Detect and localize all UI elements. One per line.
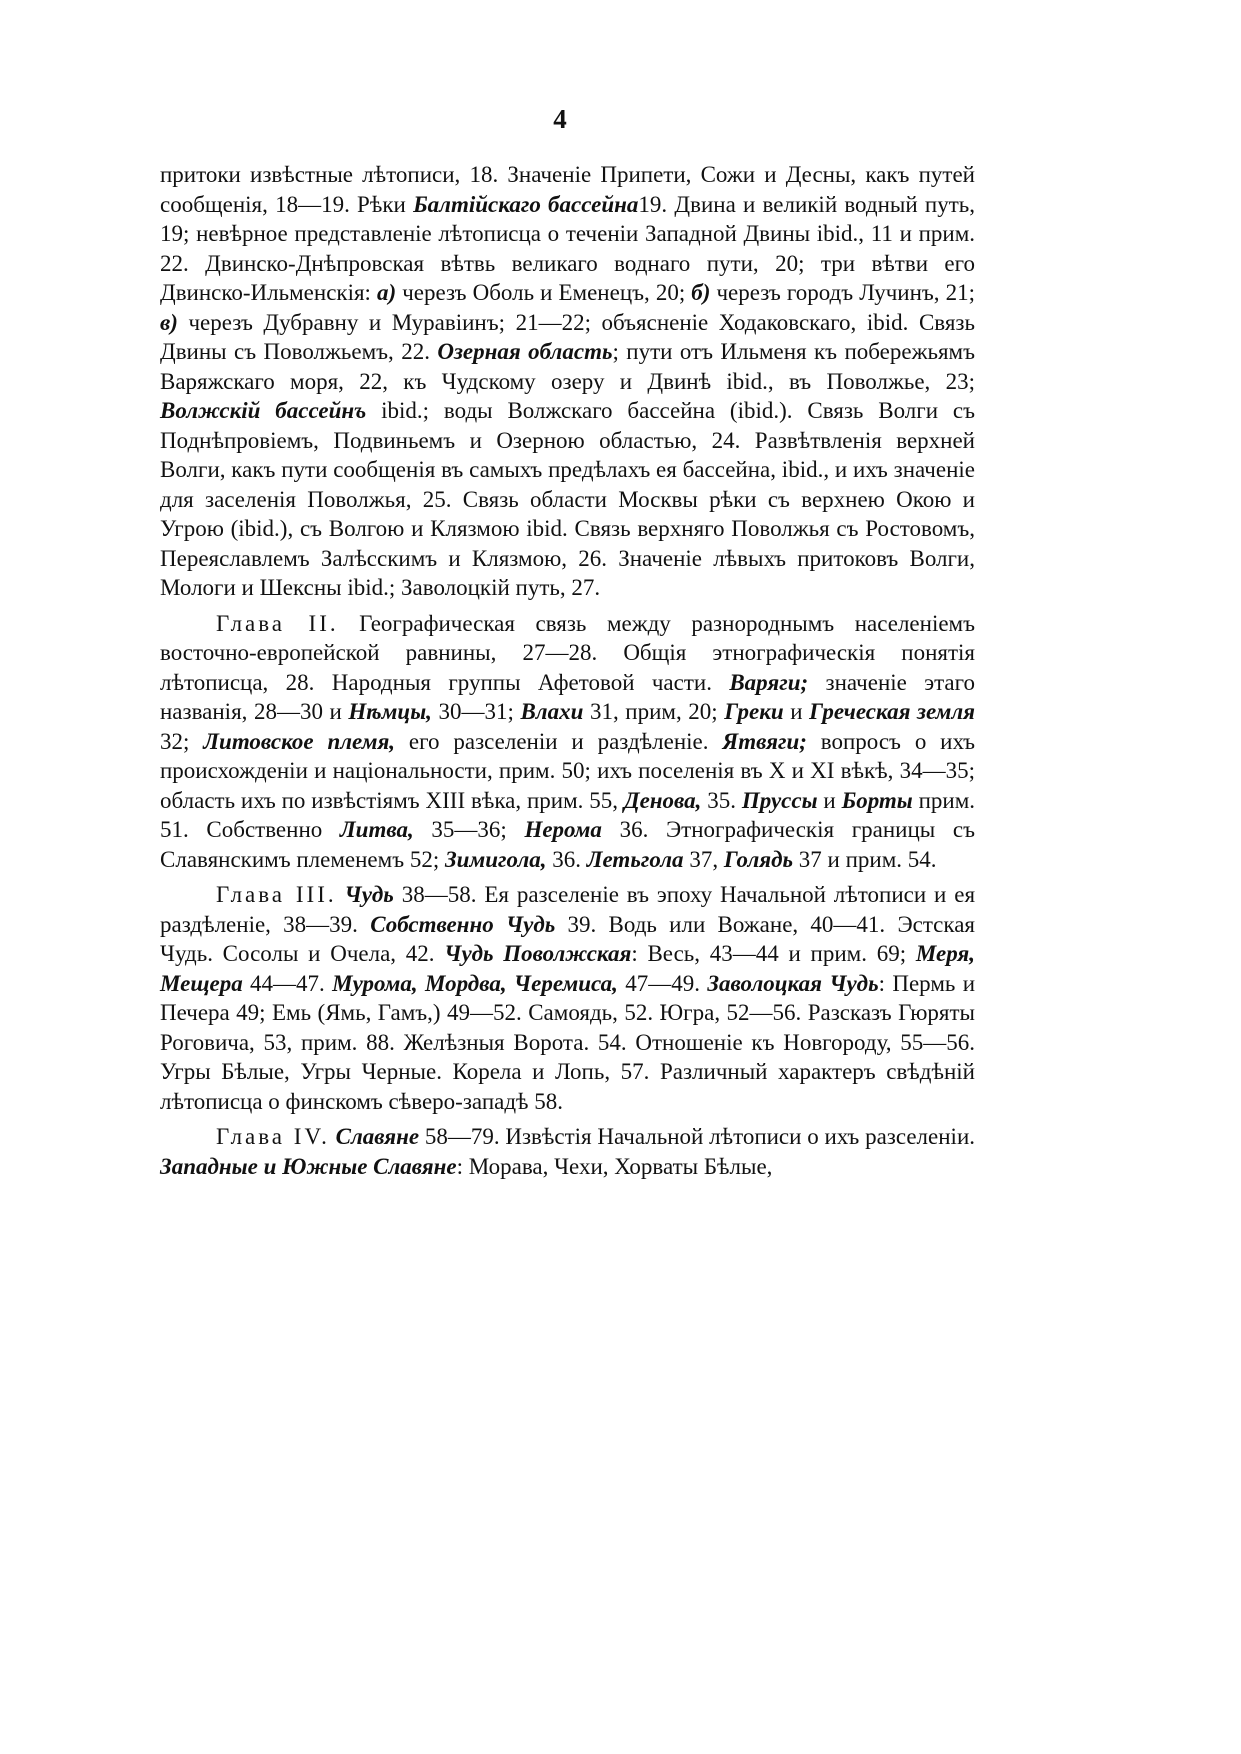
page-text — [160, 160, 975, 1187]
chapter-3-heading: Глава III. — [216, 882, 337, 907]
chapter-4-heading: Глава IV. — [216, 1124, 330, 1149]
paragraph-geography-continuation: притоки извѣстные лѣтописи, 18. Значеніе Припети, Сожи и Десны, какъ путей сообщенія, 18—19. Рѣки Балтійскаго бассейна19. Двина и великій водный путь, 19; невѣрное представленіе лѣтописца о теченіи Западной Двины ibid., 11 и прим. 22. Двинско-Днѣпровская вѣтвь великаго воднаго пути, 20; три вѣтви его Двинско-Ильменскія: а) черезъ Оболь и Еменецъ, 20; б) черезъ городъ Лучинъ, 21; в) черезъ Дубравну и Муравіинъ; 21—22; объясненіе Ходаковскаго, ibid. Связь Двины съ Поволжьемъ, 22. Озерная область; пути отъ Ильменя къ побережьямъ Варяжскаго моря, 22, къ Чудскому озеру и Двинѣ ibid., въ Поволжье, 23; Волжскій бассейнъ ibid.; воды Волжскаго бассейна (ibid.). Связь Волги съ Поднѣпровіемъ, Подвиньемъ и Озерною областью, 24. Развѣтвленія верхней Волги, какъ пути сообщенія въ самыхъ предѣлахъ ея бассейна, ibid., и ихъ значеніе для заселенія Поволжья, 25. Связь области Москвы рѣки съ верхнею Окою и Угрою (ibid.), съ Волгою и Клязмою ibid. Связь верхняго Поволжья съ Ростовомъ, Переяславлемъ Залѣсскимъ и Клязмою, 26. Значеніе лѣвыхъ притоковъ Волги, Мологи и Шексны ibid.; Заволоцкій путь, 27. — [160, 162, 976, 600]
paragraph-chapter-4: Глава IV. Славяне 58—79. Извѣстія Начальной лѣтописи о ихъ разселеніи. Западные и Южные Славяне: Морава, Чехи, Хорваты Бѣлые, — [160, 1124, 976, 1179]
page-number: 4 — [553, 104, 567, 134]
paragraph-chapter-2: Глава II. Географическая связь между разнороднымъ населеніемъ восточно-европейской равнины, 27—28. Общія этнографическія понятія лѣтописца, 28. Народныя группы Афетовой части. Варяги; значеніе этаго названія, 28—30 и Нѣмцы, 30—31; Влахи 31, прим, 20; Греки и Греческая земля 32; Литовское племя, его разселеніи и раздѣленіе. Ятвяги; вопросъ о ихъ происхожденіи и національности, прим. 50; ихъ поселенія въ X и XI вѣкѣ, 34—35; область ихъ по извѣстіямъ XIII вѣка, прим. 55, Денова, 35. Пруссы и Борты прим. 51. Собственно Литва, 35—36; Нерома 36. Этнографическія границы съ Славянскимъ племенемъ 52; Зимигола, 36. Летьгола 37, Голядь 37 и прим. 54. — [160, 610, 976, 872]
paragraph-chapter-3: Глава III. Чудь 38—58. Ея разселеніе въ эпоху Начальной лѣтописи и ея раздѣленіе, 38—39. Собственно Чудь 39. Водь или Вожане, 40—41. Эстская Чудь. Сосолы и Очела, 42. Чудь Поволжская: Весь, 43—44 и прим. 69; Меря, Мещера 44—47. Мурома, Мордва, Черемиса, 47—49. Заволоцкая Чудь: Пермь и Печера 49; Емь (Ямь, Гамъ,) 49—52. Самоядь, 52. Югра, 52—56. Разсказъ Гюряты Роговича, 53, прим. 88. Желѣзныя Ворота. 54. Отношеніе къ Новгороду, 55—56. Угры Бѣлые, Угры Черные. Корела и Лопь, 57. Различный характеръ свѣдѣній лѣтописца о финскомъ сѣверо-западѣ 58. — [160, 882, 976, 1114]
chapter-2-heading: Глава II. — [216, 610, 339, 636]
